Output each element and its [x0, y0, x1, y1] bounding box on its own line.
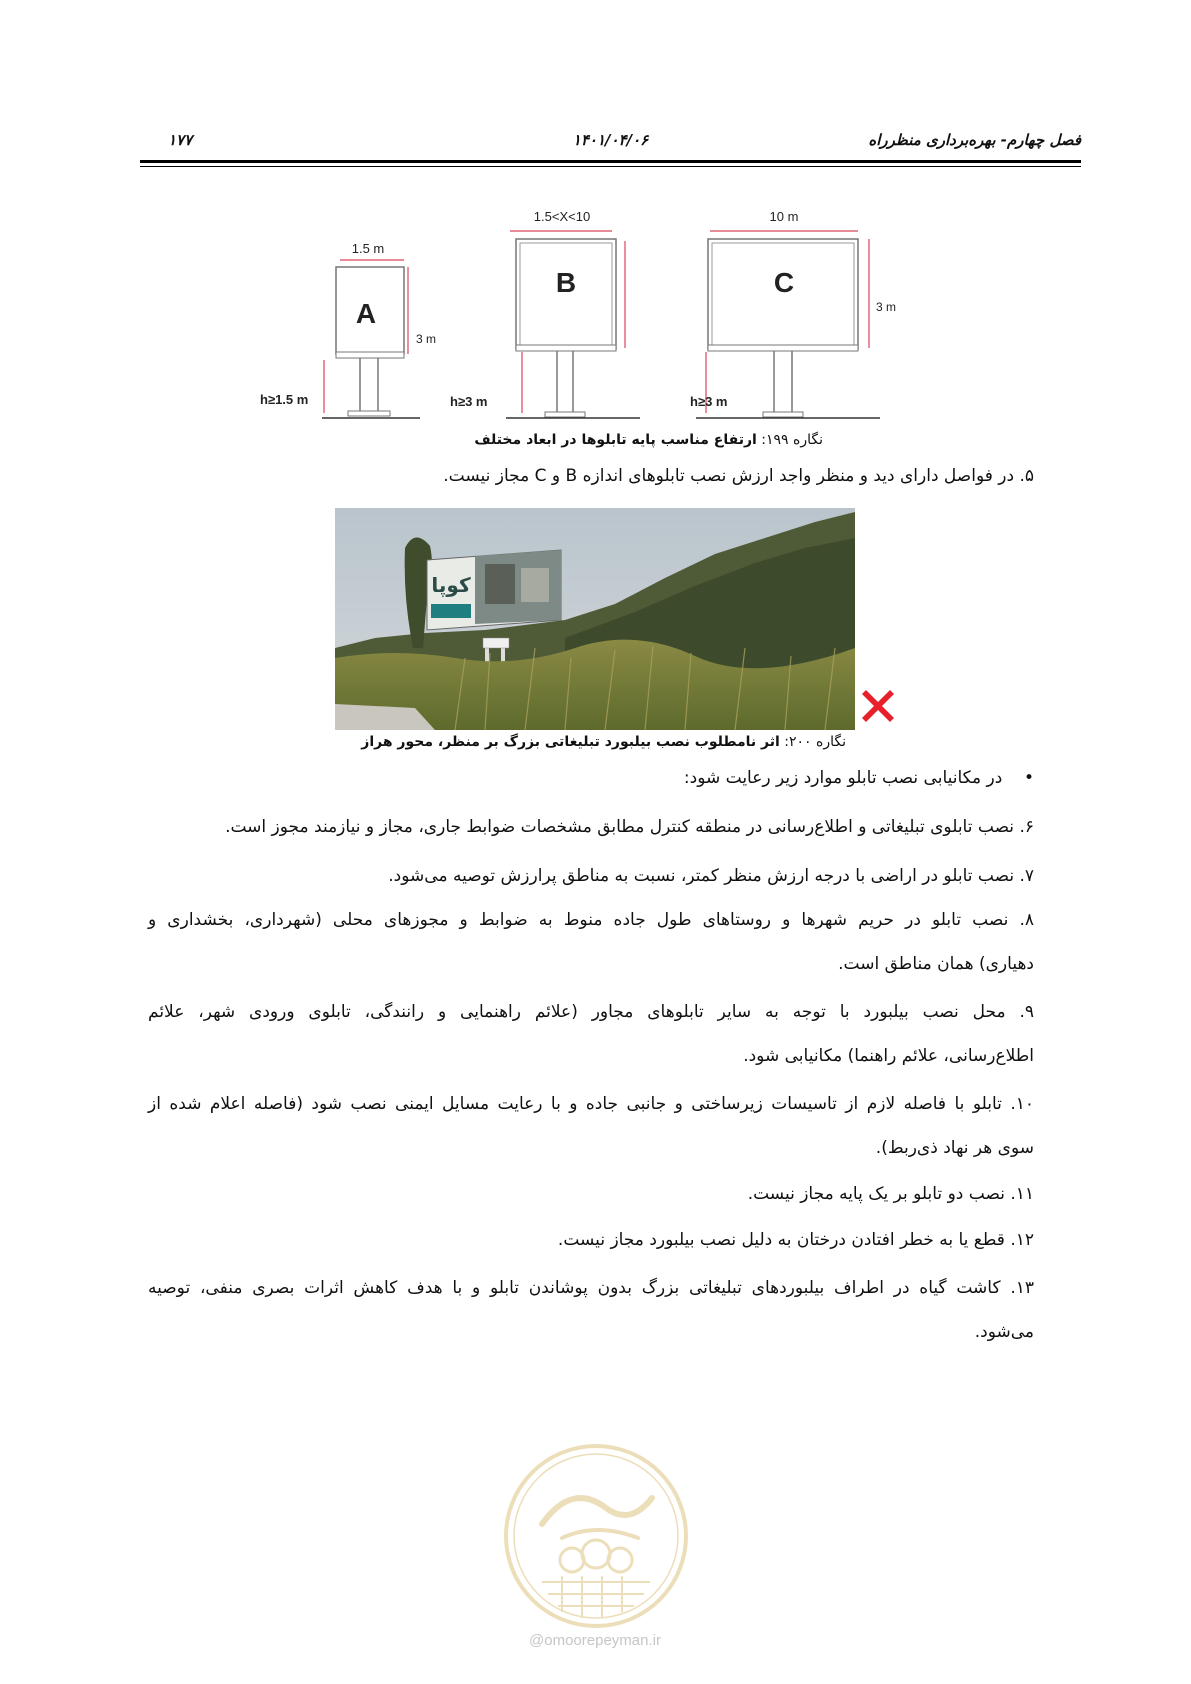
- item-12-text: قطع یا به خطر افتادن درختان به دلیل نصب بیلبورد مجاز نیست.: [557, 1230, 1005, 1250]
- item-5: [443, 464, 1034, 488]
- item-7-number: ۷.: [1019, 866, 1034, 886]
- board-a-height: 3 m: [416, 332, 437, 346]
- header-date: ۱۴۰۱/۰۴/۰۶: [572, 131, 649, 149]
- figure-199-label: نگاره ۱۹۹:: [761, 432, 823, 448]
- item-7: [388, 864, 1034, 888]
- item-10-line-2: [876, 1136, 1034, 1160]
- item-13-line-1: [148, 1276, 1034, 1300]
- board-b-pole-height: h≥3 m: [450, 394, 488, 409]
- not-allowed-x-icon: [860, 688, 896, 724]
- item-10-number: ۱۰.: [1010, 1094, 1034, 1114]
- item-13-text-1: کاشت گیاه در اطراف بیلبوردهای تبلیغاتی بزرگ بدون پوشاندن تابلو و با هدف کاهش اثرات بصری منفی، توصیه: [148, 1278, 1001, 1298]
- board-a-width: 1.5 m: [351, 241, 385, 256]
- chapter-title: فصل چهارم- بهره‌برداری منظرراه: [868, 131, 1081, 149]
- figure-200-caption: [361, 734, 846, 750]
- item-10-text-2: سوی هر نهاد ذی‌ربط).: [875, 1138, 1034, 1158]
- board-b-letter: B: [555, 267, 577, 298]
- item-8-text-2: دهیاری) همان مناطق است.: [838, 954, 1034, 974]
- item-5-number: ۵.: [1019, 466, 1034, 486]
- item-11: [748, 1182, 1034, 1206]
- item-9-text-1: محل نصب بیلبورد با توجه به سایر تابلوهای مجاور (علائم راهنمایی و رانندگی، تابلوی ورودی شهر، علائم: [148, 1002, 1006, 1022]
- board-c-letter: C: [773, 267, 795, 298]
- board-c: [690, 209, 896, 418]
- item-11-number: ۱۱.: [1010, 1184, 1034, 1204]
- figure-200-label: نگاره ۲۰۰:: [784, 734, 846, 750]
- item-10-line-1: [148, 1092, 1034, 1116]
- item-5-text: در فواصل دارای دید و منظر واجد ارزش نصب تابلوهای اندازه B و C مجاز نیست.: [443, 466, 1015, 486]
- item-8-line-1: [148, 908, 1034, 932]
- item-6-number: ۶.: [1019, 817, 1034, 837]
- item-9-line-1: [148, 1000, 1034, 1024]
- board-b-width: 1.5<X<10: [533, 209, 591, 224]
- item-8-text-1: نصب تابلو در حریم شهرها و روستاهای طول جاده منوط به ضوابط و مجوزهای محلی (شهرداری، بخشداری و: [148, 910, 1009, 930]
- board-a: [260, 241, 436, 418]
- item-8-line-2: [838, 952, 1034, 976]
- bullet-dot-icon: •: [1007, 768, 1034, 788]
- board-c-pole-height: h≥3 m: [690, 394, 728, 409]
- item-10-text-1: تابلو با فاصله لازم از تاسیسات زیرساختی و جانبی جاده و با رعایت مسایل ایمنی نصب شود (فاصله اعلام شده از: [148, 1094, 1002, 1114]
- header-rule-thick: [140, 160, 1081, 163]
- item-8-number: ۸.: [1019, 910, 1035, 930]
- board-b: [450, 209, 640, 418]
- omoorepeyman-logo-icon: [502, 1442, 690, 1630]
- item-9-number: ۹.: [1019, 1002, 1035, 1022]
- figure-199-caption: [474, 432, 823, 448]
- page-header: [140, 131, 1081, 153]
- board-c-width: 10 m: [769, 209, 799, 224]
- roadside-billboard-photo: [335, 508, 855, 730]
- watermark-url: @omoorepeyman.ir: [529, 1632, 661, 1649]
- board-c-height: 3 m: [876, 300, 897, 314]
- page-number: ۱۷۷: [168, 131, 193, 149]
- item-9-line-2: [743, 1044, 1034, 1068]
- item-12: [558, 1228, 1034, 1252]
- billboard-brand: کوپا: [431, 573, 471, 597]
- board-a-pole-height: h≥1.5 m: [260, 392, 309, 407]
- item-13-text-2: می‌شود.: [974, 1322, 1034, 1342]
- figure-200-title: اثر نامطلوب نصب بیلبورد تبلیغاتی بزرگ بر منظر، محور هراز: [361, 734, 780, 750]
- figure-199-title: ارتفاع مناسب پایه تابلوها در ابعاد مختلف: [474, 432, 757, 448]
- billboard-size-diagram: [260, 209, 970, 425]
- header-rule-thin: [140, 166, 1081, 167]
- item-7-text: نصب تابلو در اراضی با درجه ارزش منظر کمتر، نسبت به مناطق پرارزش توصیه می‌شود.: [388, 866, 1015, 886]
- item-12-number: ۱۲.: [1010, 1230, 1034, 1250]
- item-9-text-2: اطلاع‌رسانی، علائم راهنما) مکانیابی شود.: [743, 1046, 1034, 1066]
- billboard: [427, 550, 561, 630]
- item-6-text: نصب تابلوی تبلیغاتی و اطلاع‌رسانی در منطقه کنترل مطابق مشخصات ضوابط جاری، مجاز و نیازمند مجوز است.: [225, 817, 1015, 837]
- item-13-number: ۱۳.: [1010, 1278, 1035, 1298]
- bullet-intro-text: در مکانیابی نصب تابلو موارد زیر رعایت شود:: [683, 768, 1003, 788]
- item-13-line-2: [975, 1320, 1034, 1344]
- item-6: [225, 815, 1034, 839]
- item-11-text: نصب دو تابلو بر یک پایه مجاز نیست.: [747, 1184, 1005, 1204]
- bullet-intro: [684, 766, 1034, 790]
- board-a-letter: A: [355, 298, 377, 329]
